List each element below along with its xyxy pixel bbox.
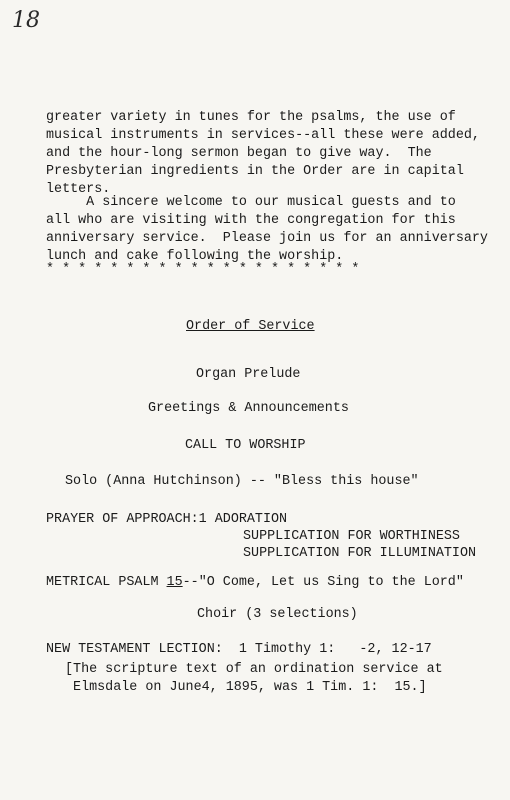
scripture-note-line: [The scripture text of an ordination service at (65, 662, 443, 677)
welcome-line: A sincere welcome to our musical guests and to (46, 195, 456, 210)
organ-prelude: Organ Prelude (196, 367, 301, 382)
intro-line: letters. (46, 182, 111, 197)
order-of-service-title: Order of Service (186, 319, 315, 334)
call-to-worship: CALL TO WORSHIP (185, 438, 306, 453)
prayer-of-approach: PRAYER OF APPROACH:1 ADORATION (46, 512, 288, 527)
metrical-psalm (46, 574, 464, 591)
psalm-number: 15 (166, 575, 183, 590)
page-number: 18 (12, 8, 40, 33)
psalm-prefix: METRICAL PSALM (46, 575, 167, 590)
welcome-line: anniversary service. Please join us for an anniversary (46, 231, 488, 246)
star-separator: * * * * * * * * * * * * * * * * * * * * (46, 262, 360, 277)
psalm-title: --"O Come, Let us Sing to the Lord" (182, 575, 464, 590)
intro-line: musical instruments in services--all these were added, (46, 128, 480, 143)
welcome-line: all who are visiting with the congregation for this (46, 213, 456, 228)
scripture-note-line: Elmsdale on June4, 1895, was 1 Tim. 1: 15.] (65, 680, 427, 695)
new-testament-lection: NEW TESTAMENT LECTION: 1 Timothy 1: -2, 12-17 (46, 642, 432, 657)
choir-item: Choir (3 selections) (197, 607, 358, 622)
greetings-announcements: Greetings & Announcements (148, 401, 349, 416)
intro-line: greater variety in tunes for the psalms, the use of (46, 110, 456, 125)
welcome-line: lunch and cake following the worship. (46, 249, 344, 264)
intro-line: and the hour-long sermon began to give way. The (46, 146, 432, 161)
solo-item: Solo (Anna Hutchinson) -- "Bless this house" (65, 474, 419, 489)
prayer-supplication-illumination: SUPPLICATION FOR ILLUMINATION (243, 546, 477, 561)
prayer-supplication-worthiness: SUPPLICATION FOR WORTHINESS (243, 529, 460, 544)
intro-line: Presbyterian ingredients in the Order are in capital (46, 164, 464, 179)
